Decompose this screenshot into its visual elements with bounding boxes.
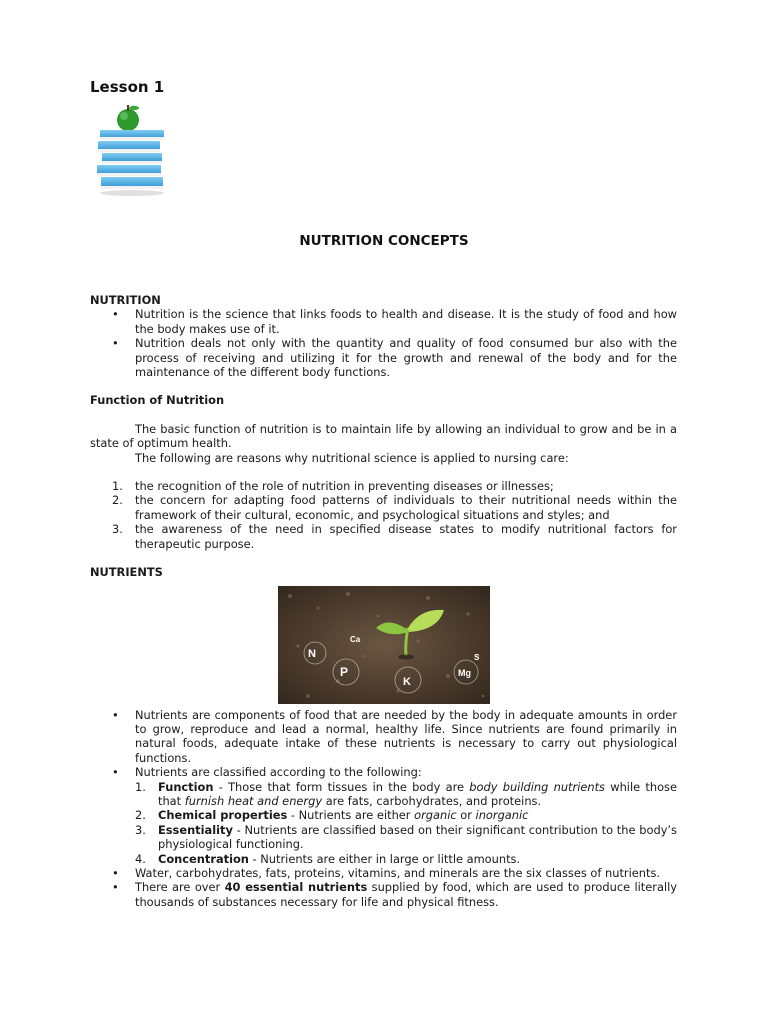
element-label: P — [340, 664, 349, 679]
list-item: • There are over 40 essential nutrients supplied by food, which are used to produce literally thousands of substances necessary for life and physical fitness. — [112, 880, 678, 909]
soil-sprout-image — [278, 586, 490, 704]
lesson-label: Lesson 1 — [90, 78, 165, 96]
list-item: 3. Essentiality - Nutrients are classified based on their significant contribution to the body’s physiological functioning. — [135, 822, 677, 852]
nutrition-heading: NUTRITION — [90, 293, 161, 307]
element-label: Mg — [458, 667, 471, 678]
books-apple-illustration — [94, 103, 168, 197]
list-item: • Water, carbohydrates, fats, proteins, vitamins, and minerals are the six classes of nutrients. — [112, 865, 661, 880]
element-label: N — [308, 647, 316, 660]
document-title: NUTRITION CONCEPTS — [299, 233, 469, 249]
list-item: 2. the concern for adapting food patterns of individuals to their nutritional needs within the framework of their cultural, economic, and psychological situations and styles; and — [112, 493, 677, 522]
list-item: 2. Chemical properties - Nutrients are either organic or inorganic — [135, 808, 529, 823]
element-label: K — [403, 675, 411, 688]
nutrients-bullet-list — [90, 708, 677, 910]
function-reasons-list — [90, 479, 677, 551]
document-body — [90, 293, 677, 909]
nutrition-bullet-list — [90, 307, 677, 379]
list-item: • Nutrients are components of food that are needed by the body in adequate amounts in order to grow, reproduce and lead a normal, healthy life. Since nutrients are found primarily in natural foods, adequate intake of these nutrients is necessary to carry out physiological functions. — [112, 707, 677, 765]
nutrient-classes-list — [135, 780, 677, 866]
list-item: • Nutrition is the science that links foods to health and disease. It is the study of food and how the body makes use of it. — [112, 307, 677, 336]
list-item: 4. Concentration - Nutrients are either in large or little amounts. — [135, 851, 521, 866]
nutrients-heading: NUTRIENTS — [90, 565, 163, 580]
list-item: • Nutrition deals not only with the quantity and quality of food consumed bur also with the process of receiving and utilizing it for the growth and renewal of the body and for the maintenance of the different body functions. — [112, 336, 677, 380]
list-item: 1. the recognition of the role of nutrition in preventing diseases or illnesses; — [112, 479, 554, 494]
list-item: 3. the awareness of the need in specified disease states to modify nutritional factors for therapeutic purpose. — [112, 522, 677, 551]
list-item: 1. Function - Those that form tissues in the body are body building nutrients while those that furnish heat and energy are fats, carbohydrates, and proteins. — [135, 779, 677, 808]
list-item: • Nutrients are classified according to the following: 1. Function - Those that form tissues in the body are body building nutrients while those that furnish heat and energy are fats, carbohydrates, and proteins. 2. Chemical properties - Nutrients are either organic or inorganic 3. Essentiality - Nutrients are classified based on their significant contribution to the body’s physiological functioning. 4. Concentration - Nutrients are either in large or little amounts. — [112, 765, 677, 866]
function-paragraph: The basic function of nutrition is to maintain life by allowing an individual to grow and be in a state of optimum health. — [90, 421, 677, 451]
function-paragraph: The following are reasons why nutritional science is applied to nursing care: — [135, 450, 569, 465]
element-label: S — [474, 652, 480, 662]
element-label: Ca — [350, 634, 361, 644]
function-heading: Function of Nutrition — [90, 393, 225, 408]
